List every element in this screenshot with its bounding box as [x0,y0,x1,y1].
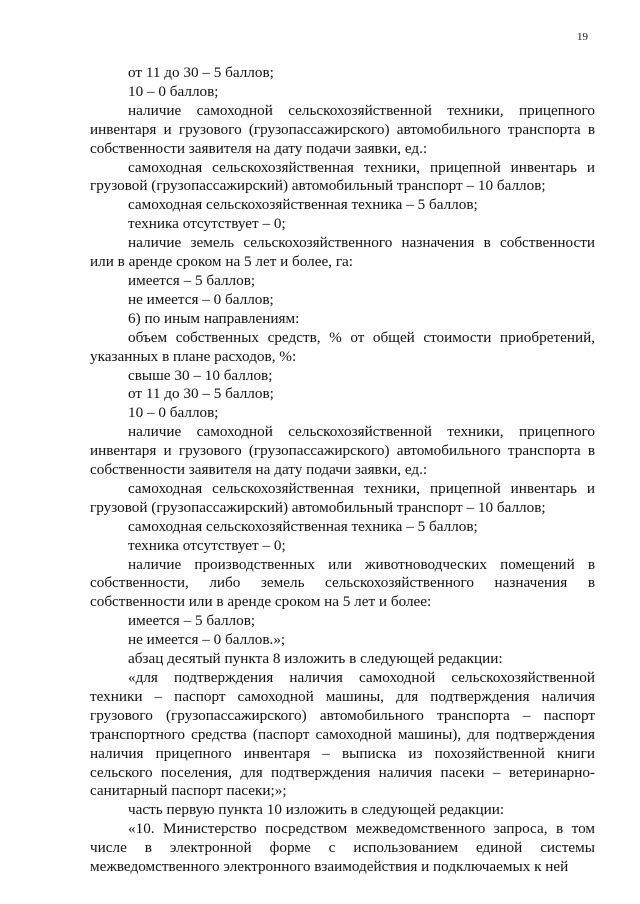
paragraph: не имеется – 0 баллов.»; [128,631,286,649]
paragraph: наличие самоходной сельскохозяйственной техники, прицепного инвентаря и грузового (грузопассажирского) автомобильного транспорта в собственности заявителя на дату подачи заявки, ед.: [90,101,595,157]
paragraph: самоходная сельскохозяйственная техника – 5 баллов; [128,517,478,535]
paragraph: самоходная сельскохозяйственная техники, прицепной инвентарь и грузовой (грузопассажирский) автомобильный транспорт – 10 баллов; [90,479,595,516]
paragraph: абзац десятый пункта 8 изложить в следующей редакции: [128,650,503,668]
paragraph: от 11 до 30 – 5 баллов; [128,64,274,81]
paragraph: свыше 30 – 10 баллов; [128,366,273,384]
paragraph: «10. Министерство посредством межведомственного запроса, в том числе в электронной форме с использованием единой системы межведомственного электронного взаимодействия и подключаемых к ней [90,820,595,876]
paragraph: «для подтверждения наличия самоходной сельскохозяйственной техники – паспорт самоходной машины, для подтверждения наличия грузового (грузопассажирского) автомобильного транспорта – паспорт транспортного средства (паспорт самоходной машины), для подтверждения наличия прицепного инвентаря – выписка из похозяйственной книги сельского поселения, для подтверждения наличия пасеки – ветеринарно-санитарный паспорт пасеки;»; [90,669,595,800]
paragraph: имеется – 5 баллов; [128,271,256,289]
paragraph: техника отсутствует – 0; [128,536,286,554]
page-number: 19 [577,31,588,43]
paragraph: техника отсутствует – 0; [128,215,286,233]
paragraph: 6) по иным направлениям: [128,309,300,327]
paragraph: наличие самоходной сельскохозяйственной техники, прицепного инвентаря и грузового (грузопассажирского) автомобильного транспорта в собственности заявителя на дату подачи заявки, ед.: [90,423,595,479]
paragraph: часть первую пункта 10 изложить в следующей редакции: [128,801,505,819]
paragraph: не имеется – 0 баллов; [128,290,274,308]
paragraph: 10 – 0 баллов; [128,404,219,422]
paragraph: наличие производственных или животноводческих помещений в собственности, либо земель сельскохозяйственного назначения в собственности или в аренде сроком на 5 лет и более: [90,555,595,611]
paragraph: от 11 до 30 – 5 баллов; [128,385,274,403]
document-body [90,64,595,877]
paragraph: самоходная сельскохозяйственная техника – 5 баллов; [128,196,478,214]
paragraph: самоходная сельскохозяйственная техники, прицепной инвентарь и грузовой (грузопассажирский) автомобильный транспорт – 10 баллов; [90,158,595,195]
paragraph: 10 – 0 баллов; [128,82,219,100]
paragraph: имеется – 5 баллов; [128,612,256,630]
paragraph: объем собственных средств, % от общей стоимости приобретений, указанных в плане расходов, %: [90,328,595,365]
paragraph: наличие земель сельскохозяйственного назначения в собственности или в аренде сроком на 5 лет и более, га: [90,234,595,271]
